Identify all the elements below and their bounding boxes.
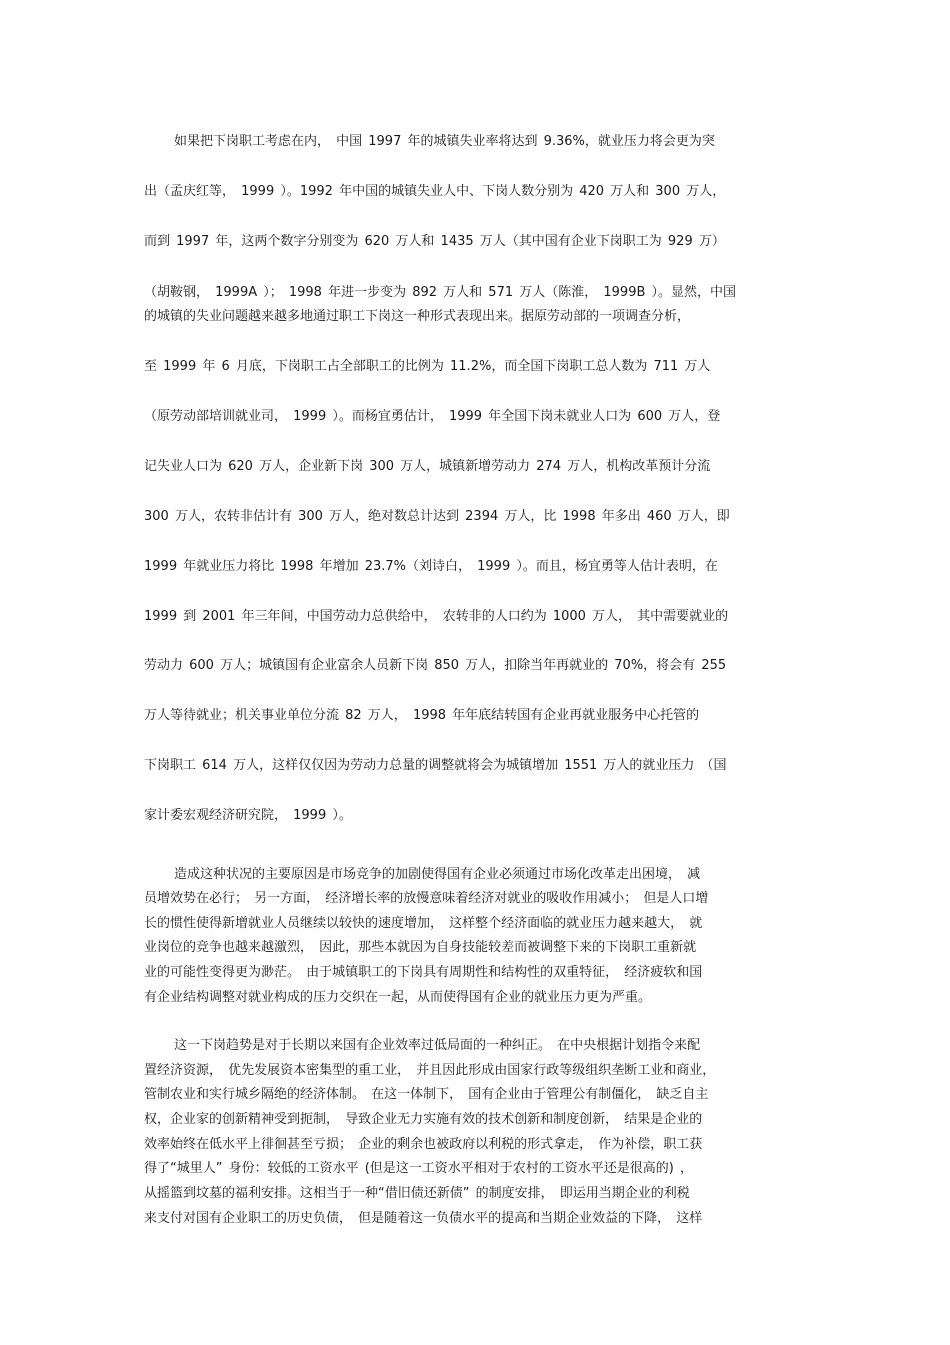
paragraph-2-line-6: 有企业结构调整对就业构成的压力交织在一起，从而使得国有企业的就业压力更为严重。 <box>144 990 652 1005</box>
paragraph-3-line-6: 得了“城里人” 身份：较低的工资水平 (但是这一工资水平相对于农村的工资水平还是很高的) ， <box>144 1161 694 1176</box>
paragraph-3-line-5: 效率始终在低水平上徘徊甚至亏损； 企业的剩余也被政府以利税的形式拿走， 作为补偿，职工获 <box>144 1137 703 1152</box>
paragraph-1-line-15: 家计委宏观经济研究院， 1999 ）。 <box>144 808 352 823</box>
paragraph-1-line-11: 1999 到 2001 年三年间，中国劳动力总供给中， 农转非的人口约为 1000 万人， 其中需要就业的 <box>144 609 729 624</box>
paragraph-3-line-2: 置经济资源， 优先发展资本密集型的重工业， 并且因此形成由国家行政等级组织垄断工业和商业， <box>144 1063 716 1078</box>
paragraph-3-line-7: 从摇篮到坟墓的福利安排。这相当于一种“借旧债还新债” 的制度安排， 即运用当期企业的利税 <box>144 1186 690 1201</box>
paragraph-2-line-1: 造成这种状况的主要原因是市场竞争的加剧使得国有企业必须通过市场化改革走出困境， 减 <box>174 867 701 882</box>
paragraph-1-line-7: （原劳动部培训就业司， 1999 ）。而杨宜勇估计， 1999 年全国下岗未就业人口为 600 万人，登 <box>144 409 721 424</box>
paragraph-1-line-8: 记失业人口为 620 万人，企业新下岗 300 万人，城镇新增劳动力 274 万人，机构改革预计分流 <box>144 459 711 474</box>
paragraph-1-line-5: 的城镇的失业问题越来越多地通过职工下岗这一种形式表现出来。据原劳动部的一项调查分析， <box>144 309 691 324</box>
paragraph-1-line-3: 而到 1997 年，这两个数字分别变为 620 万人和 1435 万人（其中国有企业下岗职工为 929 万） <box>144 234 725 249</box>
paragraph-1-line-6: 至 1999 年 6 月底，下岗职工占全部职工的比例为 11.2%，而全国下岗职工总人数为 711 万人 <box>144 359 711 374</box>
paragraph-1-line-10: 1999 年就业压力将比 1998 年增加 23.7%（刘诗白， 1999 ）。而且，杨宜勇等人估计表明，在 <box>144 559 718 574</box>
paragraph-2-line-5: 业的可能性变得更为渺茫。 由于城镇职工的下岗具有周期性和结构性的双重特征， 经济疲软和国 <box>144 965 703 980</box>
paragraph-1-line-12: 劳动力 600 万人；城镇国有企业富余人员新下岗 850 万人，扣除当年再就业的 70%，将会有 255 <box>144 658 727 673</box>
paragraph-2-line-2: 员增效势在必行； 另一方面， 经济增长率的放慢意味着经济对就业的吸收作用减小； 但是人口增 <box>144 891 709 906</box>
paragraph-1-line-14: 下岗职工 614 万人，这样仅仅因为劳动力总量的调整就将会为城镇增加 1551 万人的就业压力 （国 <box>144 758 727 773</box>
paragraph-1-line-1: 如果把下岗职工考虑在内， 中国 1997 年的城镇失业率将达到 9.36%，就业压力将会更为突 <box>174 134 715 149</box>
paragraph-3-line-1: 这一下岗趋势是对于长期以来国有企业效率过低局面的一种纠正。 在中央根据计划指令来配 <box>174 1038 701 1053</box>
paragraph-1-line-9: 300 万人，农转非估计有 300 万人，绝对数总计达到 2394 万人，比 1998 年多出 460 万人，即 <box>144 509 730 524</box>
paragraph-1-line-13: 万人等待就业；机关事业单位分流 82 万人， 1998 年年底结转国有企业再就业服务中心托管的 <box>144 708 700 723</box>
paragraph-3-line-3: 管制农业和实行城乡隔绝的经济体制。 在这一体制下， 国有企业由于管理公有制僵化， 缺乏自主 <box>144 1087 709 1102</box>
paragraph-3-line-4: 权，企业家的创新精神受到扼制， 导致企业无力实施有效的技术创新和制度创新， 结果是企业的 <box>144 1112 703 1127</box>
paragraph-3-line-8: 来支付对国有企业职工的历史负债， 但是随着这一负债水平的提高和当期企业效益的下降， 这样 <box>144 1211 703 1226</box>
paragraph-1-line-2: 出（孟庆红等， 1999 ）。1992 年中国的城镇失业人中、下岗人数分别为 420 万人和 300 万人， <box>144 184 726 199</box>
paragraph-2-line-3: 长的惯性使得新增就业人员继续以较快的速度增加， 这样整个经济面临的就业压力越来越大， 就 <box>144 916 703 931</box>
paragraph-1-line-4: （胡鞍钢， 1999A ）； 1998 年进一步变为 892 万人和 571 万人（陈淮， 1999B ）。显然，中国 <box>144 285 737 300</box>
paragraph-2-line-4: 业岗位的竞争也越来越激烈， 因此，那些本就因为自身技能较差而被调整下来的下岗职工重新就 <box>144 940 697 955</box>
